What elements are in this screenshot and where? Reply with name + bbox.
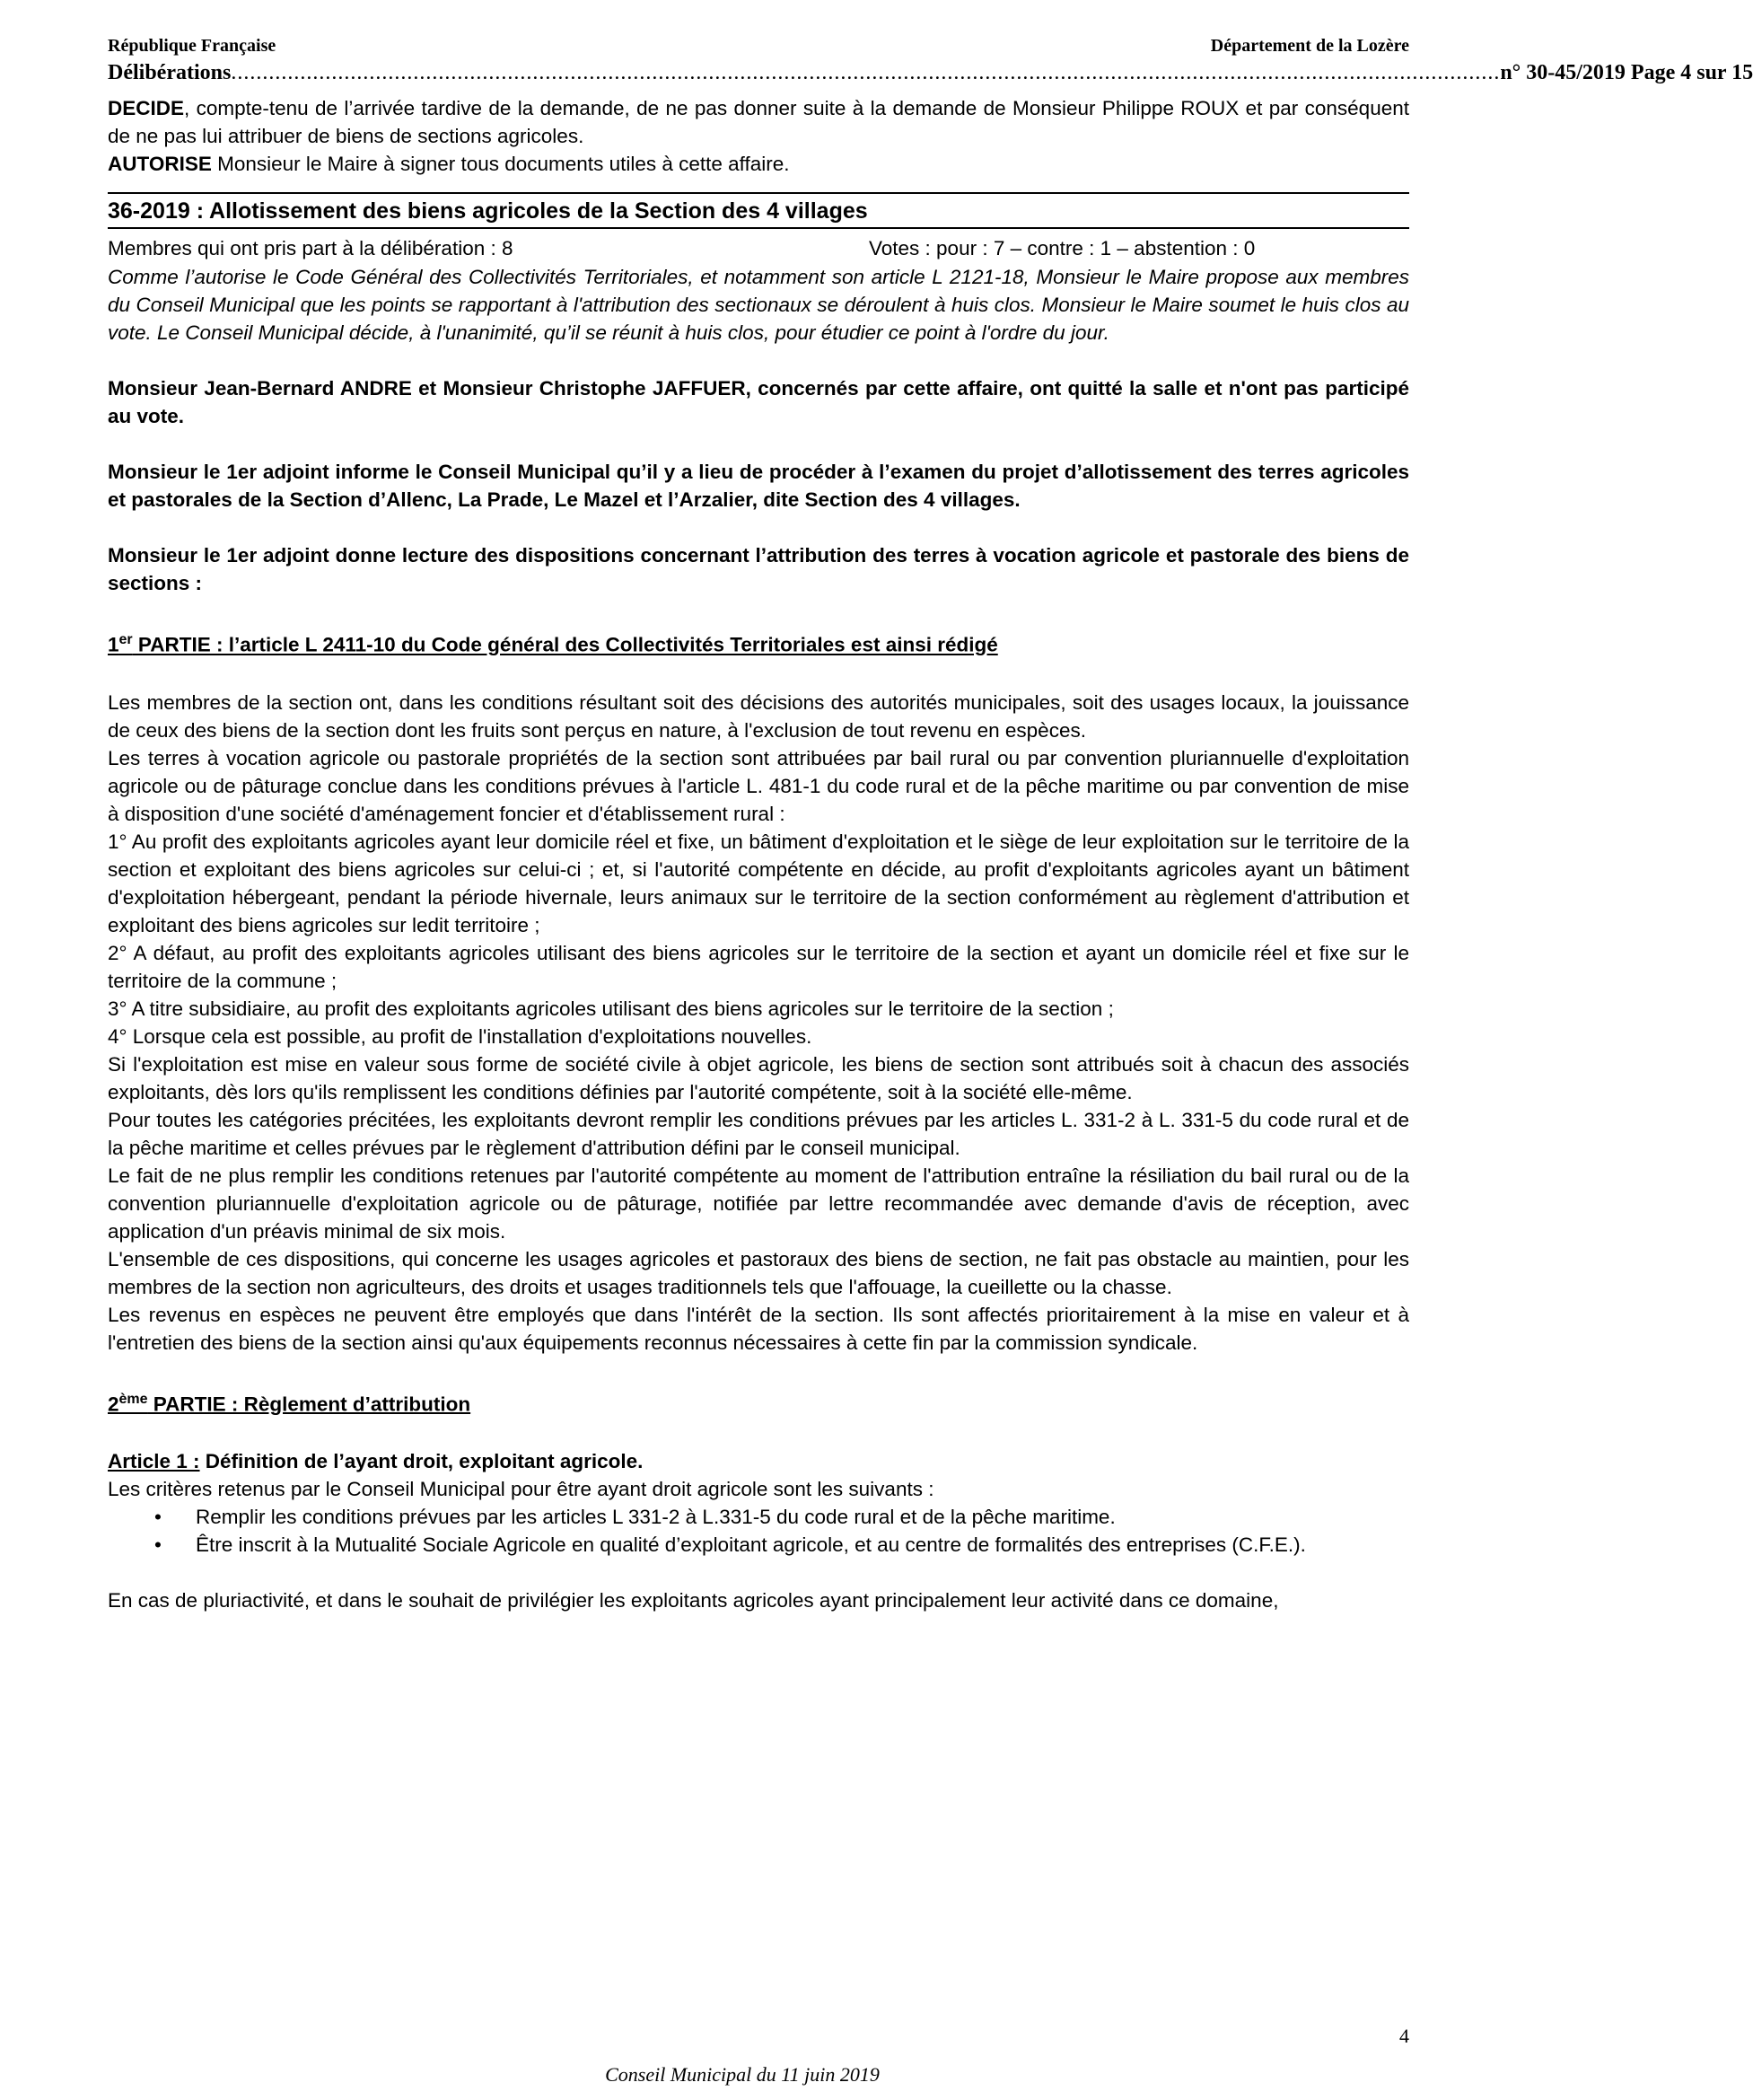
- footer-text: Conseil Municipal du 11 juin 2019: [605, 2063, 880, 2086]
- article1-label: Article 1 :: [108, 1450, 200, 1472]
- bullet-icon: •: [154, 1533, 162, 1556]
- autorise-paragraph: [108, 150, 1409, 178]
- part1-title-text: PARTIE : l’article L 2411-10 du Code général des Collectivités Territoriales est ainsi rédigé: [132, 633, 998, 656]
- part1-paragraph: 2° A défaut, au profit des exploitants agricoles utilisant des biens agricoles sur le territoire de la section et ayant un domicile réel et fixe sur le territoire de la commune ;: [108, 941, 1409, 992]
- huis-clos-paragraph: Comme l’autorise le Code Général des Collectivités Territoriales, et notamment son article L 2121-18, Monsieur le Maire propose aux membres du Conseil Municipal que les points se rapportant à l'attribution des sectionaux se déroulent à huis clos. Monsieur le Maire soumet le huis clos au vote. Le Conseil Municipal décide, à l'unanimité, qu’il se réunit à huis clos, pour étudier ce point à l'ordre du jour.: [108, 266, 1409, 344]
- part2-title: [108, 1384, 1409, 1420]
- header-deliberations-label: Délibérations: [108, 61, 232, 84]
- criteria-list: [108, 1503, 1409, 1559]
- departure-text: Monsieur Jean-Bernard ANDRE et Monsieur Christophe JAFFUER, concernés par cette affaire, ont quitté la salle et n'ont pas participé au vote.: [108, 377, 1409, 427]
- decide-paragraph: [108, 94, 1409, 150]
- departure-paragraph: [108, 374, 1409, 430]
- decide-text: , compte-tenu de l’arrivée tardive de la demande, de ne pas donner suite à la demande de Monsieur Philippe ROUX et par conséquent de ne pas lui attribuer de biens de sections agricoles.: [108, 97, 1409, 147]
- examen-text: Monsieur le 1er adjoint informe le Conseil Municipal qu’il y a lieu de procéder à l’examen du projet d’allotissement des terres agricoles et pastorales de la Section d’Allenc, La Prade, Le Mazel et l’Arzalier, dite Section des 4 villages.: [108, 461, 1409, 511]
- header-reference: n° 30-45/2019 Page 4 sur 15: [1500, 61, 1753, 84]
- decide-keyword: DECIDE: [108, 97, 185, 119]
- part1-paragraph: 3° A titre subsidiaire, au profit des exploitants agricoles utilisant des biens agricoles sur le territoire de la section ;: [108, 997, 1114, 1020]
- members-count: Membres qui ont pris part à la délibération : 8: [108, 237, 513, 259]
- list-item: [108, 1531, 1409, 1559]
- vote-row: [108, 234, 1409, 263]
- part1-paragraph: Pour toutes les catégories précitées, les exploitants devront remplir les conditions prévues par les articles L. 331-2 à L. 331-5 du code rural et de la pêche maritime et celles prévues par le règlement d'attribution défini par le conseil municipal.: [108, 1108, 1409, 1159]
- part1-paragraph: Le fait de ne plus remplir les conditions retenues par l'autorité compétente au moment de l'attribution entraîne la résiliation du bail rural ou de la convention pluriannuelle d'exploitation agricole ou de pâturage, notifiée par lettre recommandée avec demande d'avis de réception, avec application d'un préavis minimal de six mois.: [108, 1164, 1409, 1243]
- criteria-item-text: Être inscrit à la Mutualité Sociale Agricole en qualité d’exploitant agricole, et au centre de formalités des entreprises (C.F.E.).: [196, 1533, 1306, 1556]
- lecture-paragraph: [108, 541, 1409, 597]
- part1-number: 1: [108, 633, 119, 656]
- pluriactivite-paragraph: En cas de pluriactivité, et dans le souhait de privilégier les exploitants agricoles ayant principalement leur activité dans ce domaine,: [108, 1589, 1279, 1612]
- part1-paragraph: Les terres à vocation agricole ou pastorale propriétés de la section sont attribuées par bail rural ou par convention pluriannuelle d'exploitation agricole ou de pâturage conclue dans les conditions prévues à l'article L. 481-1 du code rural et de la pêche maritime ou par convention de mise à disposition d'une société d'aménagement foncier et d'établissement rural :: [108, 746, 1409, 825]
- lecture-text: Monsieur le 1er adjoint donne lecture des dispositions concernant l’attribution des terres à vocation agricole et pastorale des biens de sections :: [108, 544, 1409, 594]
- part1-paragraph: Les revenus en espèces ne peuvent être employés que dans l'intérêt de la section. Ils sont affectés prioritairement à la mise en valeur et à l'entretien des biens de la section ainsi qu'aux équipements reconnus nécessaires à cette fin par la commission syndicale.: [108, 1303, 1409, 1354]
- part2-number: 2: [108, 1393, 119, 1415]
- header-departement: Département de la Lozère: [1210, 36, 1409, 56]
- header-top: [108, 36, 1409, 59]
- examen-paragraph: [108, 458, 1409, 514]
- part2-title-text: PARTIE : Règlement d’attribution: [147, 1393, 471, 1415]
- part1-paragraph: Les membres de la section ont, dans les conditions résultant soit des décisions des autorités municipales, soit des usages locaux, la jouissance de ceux des biens de la section dont les fruits sont perçus en nature, à l'exclusion de tout revenu en espèces.: [108, 690, 1409, 742]
- criteria-intro: Les critères retenus par le Conseil Municipal pour être ayant droit agricole sont les suivants :: [108, 1478, 934, 1500]
- list-item: [108, 1503, 1409, 1531]
- autorise-keyword: AUTORISE: [108, 153, 212, 175]
- header-deliberations-line: [108, 61, 1753, 85]
- header-dot-leader: ..........................................................................................................................................................................................................: [231, 61, 1501, 84]
- part1-superscript: er: [118, 632, 133, 647]
- bullet-icon: •: [154, 1506, 162, 1528]
- part1-paragraph: L'ensemble de ces dispositions, qui concerne les usages agricoles et pastoraux des biens de section, ne fait pas obstacle au maintien, pour les membres de la section non agriculteurs, des droits et usages traditionnels tels que l'affouage, la cueillette ou la chasse.: [108, 1247, 1409, 1298]
- part1-paragraph: 1° Au profit des exploitants agricoles ayant leur domicile réel et fixe, un bâtiment d'exploitation et le siège de leur exploitation sur le territoire de la section et exploitant des biens agricoles sur celui-ci ; et, si l'autorité compétente en décide, au profit d'exploitants agricoles ayant un bâtiment d'exploitation hébergeant, pendant la période hivernale, leurs animaux sur le territoire de la section conformément au règlement d'attribution et exploitant des biens agricoles sur ledit territoire ;: [108, 830, 1409, 936]
- autorise-text: Monsieur le Maire à signer tous documents utiles à cette affaire.: [211, 153, 790, 175]
- page-number: 4: [1399, 2025, 1409, 2047]
- criteria-item-text: Remplir les conditions prévues par les articles L 331-2 à L.331-5 du code rural et de la pêche maritime.: [196, 1506, 1116, 1528]
- section-title: 36-2019 : Allotissement des biens agricoles de la Section des 4 villages: [108, 192, 1409, 229]
- part2-superscript: ème: [118, 1391, 148, 1407]
- part1-body: [108, 689, 1409, 1357]
- article1-title: [108, 1447, 1409, 1475]
- header-republique: République Française: [108, 36, 276, 56]
- part1-paragraph: Si l'exploitation est mise en valeur sous forme de société civile à objet agricole, les biens de section sont attribués soit à chacun des associés exploitants, dès lors qu'ils remplissent les conditions définies par l'autorité compétente, soit à la société elle-même.: [108, 1052, 1409, 1103]
- document-page: [108, 36, 1753, 1614]
- votes-result: Votes : pour : 7 – contre : 1 – abstention : 0: [869, 237, 1256, 259]
- part1-title: [108, 625, 1409, 661]
- part1-paragraph: 4° Lorsque cela est possible, au profit de l'installation d'exploitations nouvelles.: [108, 1024, 812, 1048]
- article1-title-text: Définition de l’ayant droit, exploitant agricole.: [199, 1450, 644, 1472]
